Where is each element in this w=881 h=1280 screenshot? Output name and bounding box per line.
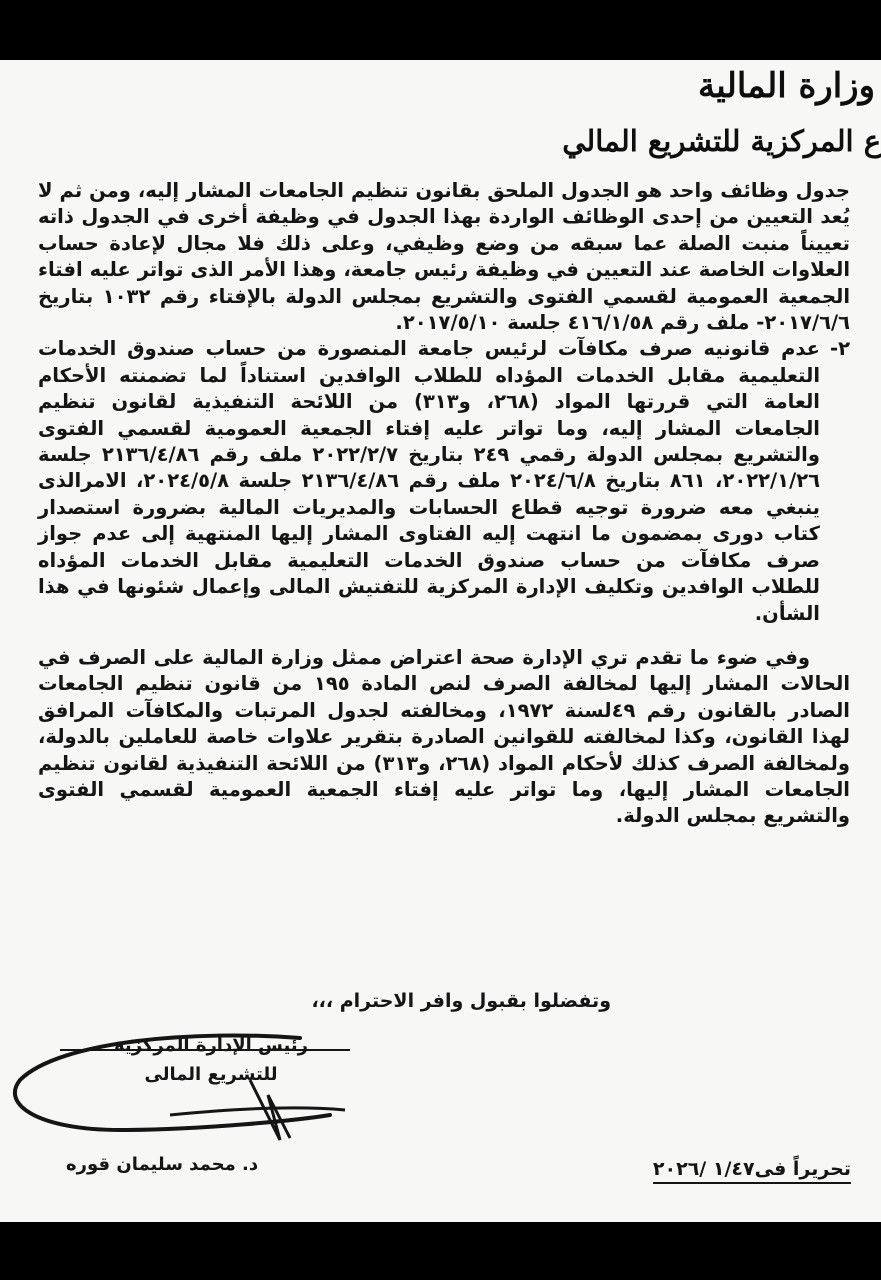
item-number: ٢-: [830, 337, 850, 361]
paragraph-1: جدول وظائف واحد هو الجدول الملحق بقانون تنظيم الجامعات المشار إليه، ومن ثم لا يُعد التعيين من إحدى الوظائف الواردة بهذا الجدول في وظيفة أخرى في الجدول ذاته تعييناً منبت الصلة عما سبقه من وضع وظيفي، وعلى ذلك فلا مجال لإعادة حساب العلاوات الخاصة عند التعيين في وظيفة رئيس جامعة، وهذا الأمر الذى تواتر عليه افتاء الجمعية العمومية لقسمي الفتوى والتشريع بمجلس الدولة بالإفتاء رقم ١٠٣٢ بتاريخ ٢٠١٧/٦/٦- ملف رقم ٤١٦/١/٥٨ جلسة ٢٠١٧/٥/١٠.: [38, 179, 851, 335]
department-header: ع المركزية للتشريع المالي: [562, 124, 881, 158]
document-page: [0, 60, 881, 1222]
signatory-title: رئيس الإدارة المركزية: [114, 1035, 308, 1056]
paragraph-3: وفي ضوء ما تقدم تري الإدارة صحة اعتراض ممثل وزارة المالية على الصرف في الحالات المشار إليها لمخالفة الصرف لنص المادة ١٩٥ من قانون تنظيم الجامعات الصادر بالقانون رقم ٤٩لسنة ١٩٧٢، ومخالفته لجدول المرتبات والمكافآت المرافق لهذا القانون، وكذا لمخالفته للقوانين الصادرة بتقرير علاوات خاصة للعاملين بالدولة، ولمخالفة الصرف كذلك لأحكام المواد (٢٦٨، و٣١٣) من اللائحة التنفيذية لقانون تنظيم الجامعات المشار إليها، وما تواتر عليه إفتاء الجمعية العمومية لقسمي الفتوى والتشريع بمجلس الدولة.: [38, 645, 850, 828]
closing-line: وتفضلوا بقبول وافر الاحترام ،،،: [311, 990, 611, 1012]
list-item-2: [38, 336, 850, 626]
item-text: عدم قانونيه صرف مكافآت لرئيس جامعة المنصورة من حساب صندوق الخدمات التعليمية مقابل الخدمات المؤداه للطلاب الوافدين استناداً لما تضمنته الأحكام العامة التي قررتها المواد (٢٦٨، و٣١٣) من اللائحة التنفيذية لقانون تنظيم الجامعات المشار إليه، وما تواتر عليه إفتاء الجمعية العمومية لقسمي الفتوى والتشريع بمجلس الدولة رقمي ٢٤٩ بتاريخ ٢٠٢٢/٢/٧ ملف رقم ٢١٣٦/٤/٨٦ جلسة ٢٠٢٢/١/٢٦، ٨٦١ بتاريخ ٢٠٢٤/٦/٨ ملف رقم ٢١٣٦/٤/٨٦ جلسة ٢٠٢٤/٥/٨، الامرالذى ينبغي معه ضرورة توجيه قطاع الحسابات والمديريات المالية بضرورة استصدار كتاب دورى بمضمون ما انتهت إليه الفتاوى المشار إليها المنتهية إلى عدم جواز صرف مكافآت من حساب صندوق الخدمات التعليمية مقابل الخدمات المؤداه للطلاب الوافدين وتكليف الإدارة المركزية للتفتيش المالى وإعمال شئونها في هذا الشأن.: [38, 337, 820, 625]
issue-date: تحريراً فى١/٤٧ /٢٠٢٦: [653, 1158, 851, 1184]
ministry-header: وزارة المالية: [697, 66, 875, 106]
signatory-department: للتشريع المالى: [144, 1064, 278, 1085]
letter-body: [38, 178, 850, 830]
signatory-name: د. محمد سليمان قوره: [66, 1154, 259, 1175]
